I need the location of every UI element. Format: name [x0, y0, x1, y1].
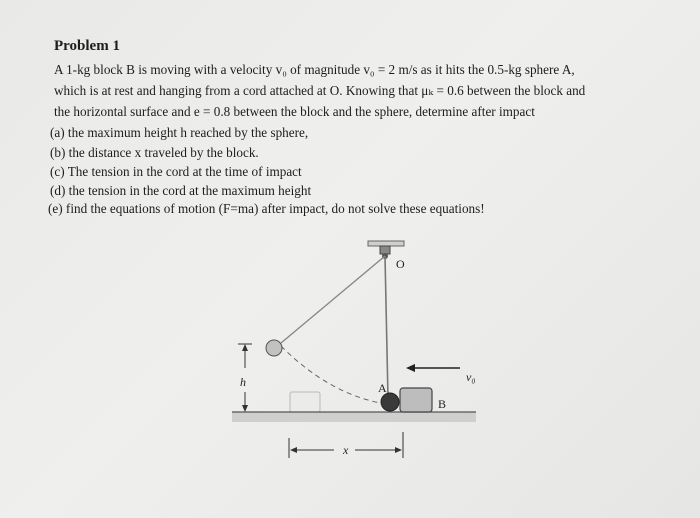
sphere-a: [381, 393, 399, 411]
h-arrow-down: [242, 405, 248, 412]
floor: [232, 412, 476, 422]
pivot-mount: [380, 246, 390, 254]
problem-part-d: (d) the tension in the cord at the maximum height: [50, 183, 312, 198]
problem-part-e: (e) find the equations of motion (F=ma) after impact, do not solve these equations!: [48, 201, 485, 216]
block-b: [400, 388, 432, 412]
x-arrow-right: [395, 447, 402, 453]
problem-part-a: (a) the maximum height h reached by the sphere,: [50, 125, 309, 140]
problem-part-b: (b) the distance x traveled by the block.: [50, 145, 259, 160]
cord-inclined: [281, 256, 385, 343]
problem-title: Problem 1: [54, 38, 120, 54]
label-x: x: [343, 443, 349, 457]
cord-vertical: [385, 256, 388, 398]
h-arrow-up: [242, 344, 248, 351]
label-v0: v₀: [466, 370, 476, 384]
label-a: A: [378, 381, 387, 395]
velocity-arrow-head: [406, 364, 415, 372]
label-o: O: [396, 257, 405, 271]
raised-sphere: [266, 340, 282, 356]
ceiling-support: [368, 241, 404, 246]
problem-part-c: (c) The tension in the cord at the time of impact: [50, 164, 302, 179]
label-b: B: [438, 397, 447, 411]
x-arrow-left: [290, 447, 297, 453]
problem-line-2: which is at rest and hanging from a cord attached at O. Knowing that μₖ = 0.6 between the block and: [54, 83, 586, 98]
block-final-position: [290, 392, 320, 412]
problem-line-3: the horizontal surface and e = 0.8 between the block and the sphere, determine after impact: [54, 104, 535, 119]
label-h: h: [240, 375, 246, 389]
problem-line-1: A 1-kg block B is moving with a velocity v₀ of magnitude v₀ = 2 m/s as it hits the 0.5-kg sphere A,: [54, 62, 575, 77]
